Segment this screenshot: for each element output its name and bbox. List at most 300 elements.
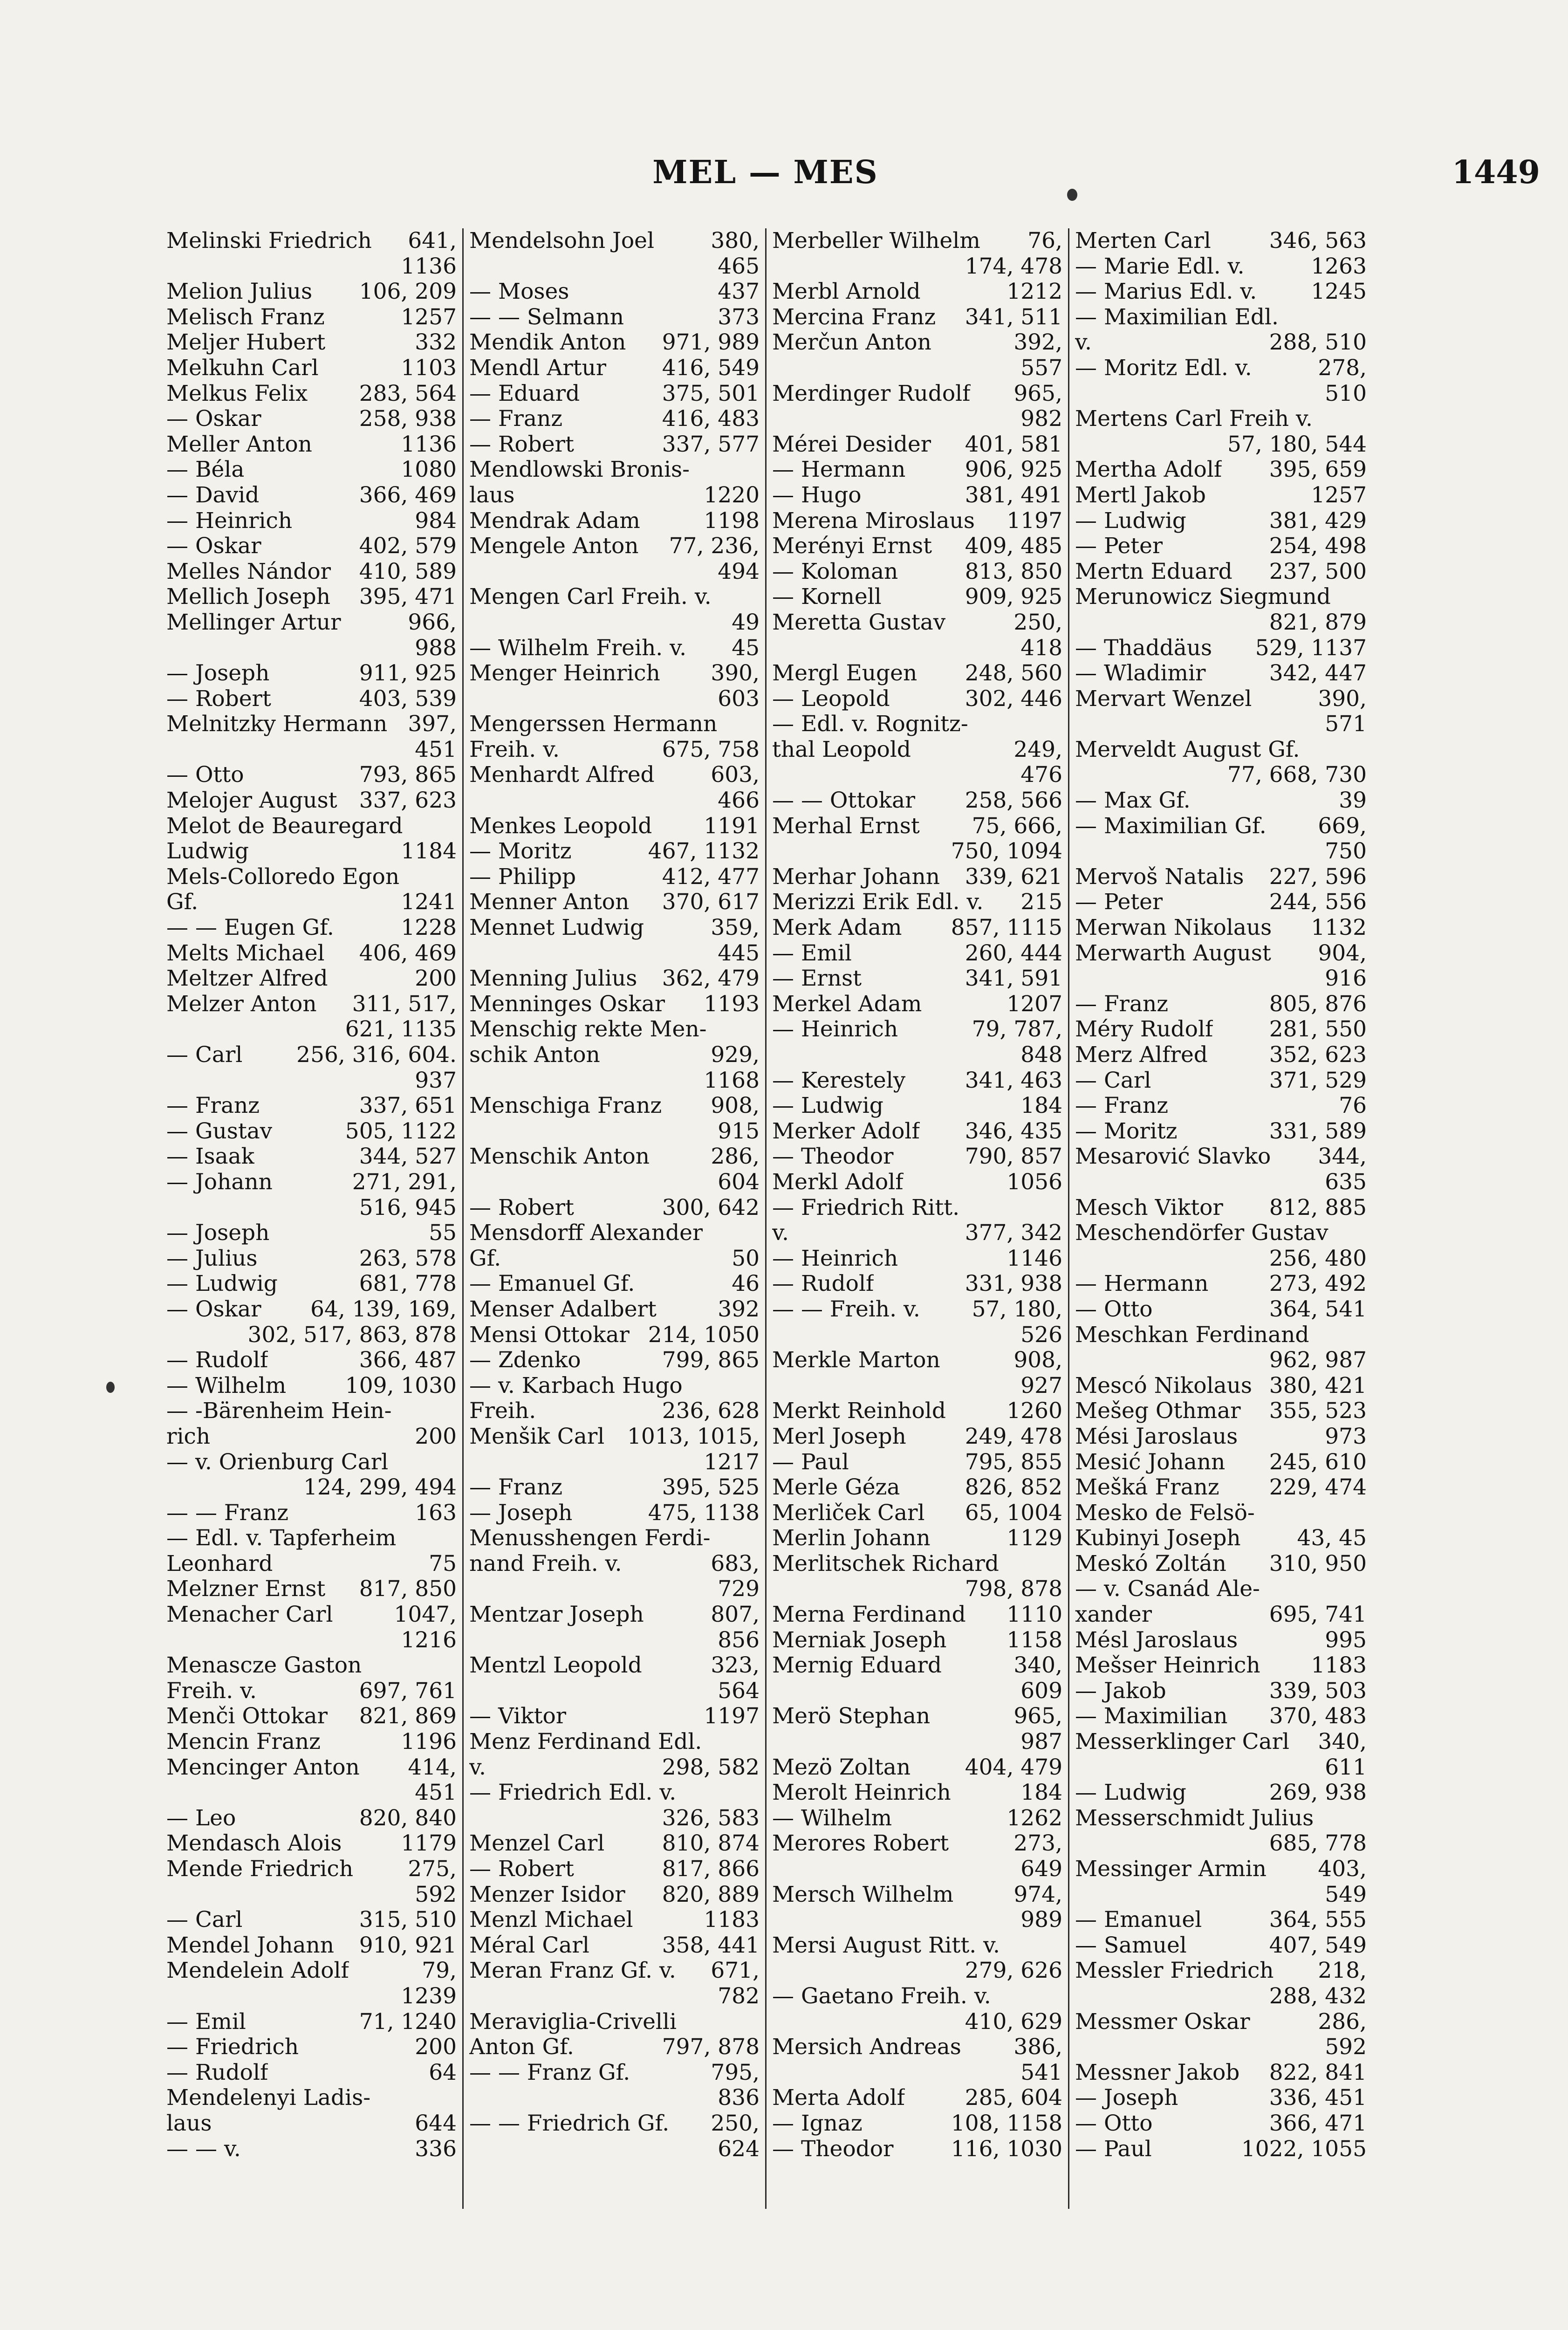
entry-name: — Wladimir — [1075, 661, 1206, 686]
index-entry — [772, 1119, 1062, 1144]
entry-name: Messler Friedrich — [1075, 1958, 1274, 1984]
entry-pages: 402, 579 — [359, 534, 457, 559]
index-entry — [1075, 1576, 1367, 1602]
entry-pages: 1013, 1015, — [627, 1424, 760, 1449]
index-entry — [469, 2009, 760, 2035]
entry-name: Gf. — [166, 890, 199, 915]
entry-pages: 77, 236, — [669, 534, 760, 559]
entry-name: Merniak Joseph — [772, 1627, 947, 1653]
entry-pages: 397, — [408, 712, 457, 737]
entry-name: — Jakob — [1075, 1678, 1166, 1704]
entry-pages: 750, 1094 — [951, 839, 1062, 864]
entry-pages: 571 — [1325, 712, 1367, 737]
entry-pages: 1197 — [704, 1704, 760, 1729]
entry-name: — Wilhelm — [166, 1373, 287, 1398]
entry-name: — Heinrich — [166, 508, 293, 534]
entry-pages: 526 — [1020, 1322, 1062, 1348]
entry-name: — Gustav — [166, 1118, 273, 1144]
index-entry — [772, 254, 1062, 280]
entry-name: — Peter — [1075, 890, 1163, 915]
index-entry — [469, 1857, 760, 1882]
entry-pages: 332 — [415, 330, 457, 356]
page-number: 1449 — [1452, 154, 1540, 191]
entry-name: Mersch Wilhelm — [772, 1882, 954, 1907]
index-entry — [1075, 1984, 1367, 2009]
index-entry — [1075, 1551, 1367, 1577]
entry-pages: 106, 209 — [359, 279, 457, 305]
entry-name: — Carl — [1075, 1068, 1151, 1093]
index-entry — [469, 2035, 760, 2060]
index-entry — [469, 1958, 760, 1984]
index-entry — [166, 1246, 457, 1272]
entry-name: Mellinger Artur — [166, 610, 341, 635]
index-entry — [469, 992, 760, 1017]
entry-name: Merlin Johann — [772, 1526, 931, 1551]
entry-pages: 621, 1135 — [345, 1017, 457, 1042]
entry-pages: 214, 1050 — [648, 1322, 760, 1348]
index-entry — [166, 1933, 457, 1959]
entry-pages: 1110 — [1007, 1602, 1062, 1628]
entry-pages: 1183 — [704, 1907, 760, 1933]
entry-pages: 249, — [1013, 737, 1062, 762]
index-entry — [166, 1882, 457, 1908]
index-entry — [469, 1882, 760, 1908]
index-entry — [166, 1323, 457, 1348]
index-entry — [772, 1984, 1062, 2009]
entry-name: Mendelsohn Joel — [469, 228, 655, 254]
index-entry — [772, 1068, 1062, 1094]
entry-pages: 341, 591 — [965, 966, 1062, 992]
index-column-1 — [161, 228, 464, 2209]
index-entry — [1075, 1831, 1367, 1857]
entry-pages: 200 — [415, 1424, 457, 1449]
index-entry — [1075, 1424, 1367, 1450]
entry-pages: 856 — [718, 1627, 760, 1653]
entry-name: Mendl Artur — [469, 355, 607, 381]
entry-pages: 649 — [1020, 1857, 1062, 1882]
index-entry — [1075, 1271, 1367, 1297]
index-entry — [772, 2111, 1062, 2137]
index-entry — [166, 508, 457, 534]
entry-name: — Friedrich — [166, 2035, 299, 2060]
index-entry — [166, 941, 457, 966]
entry-pages: 364, 555 — [1269, 1907, 1367, 1933]
entry-pages: 995 — [1325, 1627, 1367, 1653]
index-entry — [469, 839, 760, 864]
index-entry — [772, 839, 1062, 864]
entry-pages: 592 — [415, 1882, 457, 1907]
index-entry — [1075, 1907, 1367, 1933]
index-entry — [469, 1602, 760, 1628]
page-header — [158, 154, 1540, 210]
index-entry — [469, 1806, 760, 1831]
entry-name: — Robert — [469, 1195, 574, 1220]
entry-name: — Hermann — [772, 457, 906, 483]
index-entry — [772, 508, 1062, 534]
index-entry — [772, 762, 1062, 788]
index-entry — [166, 966, 457, 992]
entry-pages: 1212 — [1007, 279, 1062, 305]
entry-pages: 1241 — [401, 890, 457, 915]
entry-pages: 466 — [718, 788, 760, 814]
entry-name: Ludwig — [166, 839, 249, 864]
entry-pages: 286, — [1318, 2009, 1367, 2035]
entry-pages: 375, 501 — [662, 381, 760, 406]
index-entry — [1075, 1398, 1367, 1424]
entry-pages: 269, 938 — [1269, 1780, 1367, 1806]
entry-name: — Leopold — [772, 686, 890, 712]
entry-pages: 256, 480 — [1269, 1246, 1367, 1271]
entry-name: — Emanuel — [1075, 1907, 1202, 1933]
entry-name: — Otto — [1075, 1296, 1153, 1322]
index-entry — [166, 406, 457, 432]
entry-name: — Robert — [166, 686, 271, 712]
index-entry — [469, 1628, 760, 1653]
entry-name: Menz Ferdinand Edl. — [469, 1729, 702, 1755]
entry-pages: 57, 180, — [972, 1296, 1062, 1322]
index-entry — [1075, 1348, 1367, 1373]
page-title: MEL — MES — [652, 154, 878, 191]
entry-pages: 910, 921 — [359, 1933, 457, 1958]
index-entry — [772, 1653, 1062, 1679]
index-entry — [469, 1170, 760, 1195]
index-entry — [1075, 356, 1367, 381]
entry-pages: 410, 589 — [359, 559, 457, 584]
index-entry — [1075, 279, 1367, 305]
index-entry — [469, 1526, 760, 1551]
entry-name: — — Ottokar — [772, 788, 916, 814]
entry-pages: 218, — [1318, 1958, 1367, 1984]
entry-pages: 256, 316, 604. — [296, 1042, 457, 1068]
index-entry — [772, 1348, 1062, 1373]
entry-pages: 358, 441 — [662, 1933, 760, 1958]
index-entry — [1075, 1958, 1367, 1984]
index-entry — [469, 1017, 760, 1042]
entry-pages: 75 — [429, 1551, 457, 1576]
entry-pages: 184 — [1020, 1093, 1062, 1119]
entry-pages: 124, 299, 494 — [303, 1475, 457, 1501]
index-entry — [469, 1093, 760, 1119]
entry-pages: 407, 549 — [1269, 1933, 1367, 1958]
index-entry — [166, 1526, 457, 1551]
entry-pages: 163 — [415, 1500, 457, 1526]
entry-name: — Emil — [166, 2009, 246, 2035]
entry-name: Mervart Wenzel — [1075, 686, 1252, 712]
entry-name: — — Friedrich Gf. — [469, 2111, 670, 2136]
index-entry — [469, 2085, 760, 2111]
entry-pages: 1168 — [704, 1068, 760, 1093]
entry-pages: 624 — [718, 2136, 760, 2162]
entry-name: Meljer Hubert — [166, 330, 326, 356]
entry-pages: 697, 761 — [359, 1678, 457, 1704]
index-entry — [1075, 1501, 1367, 1526]
index-entry — [772, 1271, 1062, 1297]
entry-pages: 315, 510 — [359, 1907, 457, 1933]
entry-pages: 821, 869 — [359, 1704, 457, 1729]
index-entry — [1075, 1246, 1367, 1272]
entry-pages: 681, 778 — [359, 1271, 457, 1297]
entry-name: Mertha Adolf — [1075, 457, 1222, 483]
index-entry — [772, 1475, 1062, 1501]
index-entry — [1075, 1042, 1367, 1068]
entry-name: — Paul — [772, 1449, 849, 1475]
entry-pages: 915 — [718, 1118, 760, 1144]
index-entry — [166, 1348, 457, 1373]
entry-name: Merolt Heinrich — [772, 1780, 951, 1806]
entry-name: Mendasch Alois — [166, 1831, 342, 1857]
entry-name: Meretta Gustav — [772, 610, 946, 635]
index-entry — [772, 305, 1062, 330]
entry-pages: 281, 550 — [1269, 1017, 1367, 1042]
entry-name: — Marie Edl. v. — [1075, 254, 1245, 279]
entry-name: — Max Gf. — [1075, 788, 1191, 814]
entry-pages: 857, 1115 — [951, 915, 1062, 941]
entry-pages: 604 — [718, 1169, 760, 1195]
index-entry — [166, 992, 457, 1017]
entry-name: Merker Adolf — [772, 1118, 920, 1144]
entry-pages: 263, 578 — [359, 1246, 457, 1271]
entry-pages: 1198 — [704, 508, 760, 534]
entry-name: — Emil — [772, 940, 852, 966]
entry-name: — Oskar — [166, 1296, 261, 1322]
index-entry — [772, 686, 1062, 712]
entry-name: Melojer August — [166, 788, 337, 814]
entry-pages: 1220 — [704, 482, 760, 508]
entry-name: — v. Csanád Ale- — [1075, 1576, 1260, 1602]
index-entry — [469, 1297, 760, 1323]
index-entry — [772, 2085, 1062, 2111]
index-entry — [772, 1780, 1062, 1806]
index-entry — [469, 483, 760, 508]
index-entry — [1075, 1628, 1367, 1653]
index-entry — [772, 864, 1062, 890]
entry-name: — Robert — [469, 432, 574, 457]
entry-pages: 337, 651 — [359, 1093, 457, 1119]
entry-name: — — Franz — [166, 1500, 289, 1526]
entry-pages: 249, 478 — [965, 1424, 1062, 1449]
entry-name: — Edl. v. Tapferheim — [166, 1526, 397, 1551]
entry-name: — Maximilian Edl. — [1075, 304, 1279, 330]
index-entry — [1075, 1323, 1367, 1348]
index-entry — [772, 992, 1062, 1017]
entry-pages: 64 — [429, 2060, 457, 2085]
entry-name: — Peter — [1075, 534, 1163, 559]
index-entry — [469, 432, 760, 458]
entry-pages: 564 — [718, 1678, 760, 1704]
index-entry — [1075, 1780, 1367, 1806]
entry-name: rich — [166, 1424, 211, 1449]
entry-pages: 793, 865 — [359, 762, 457, 788]
index-entry — [166, 1170, 457, 1195]
entry-pages: 821, 879 — [1269, 610, 1367, 635]
entry-pages: 39 — [1339, 788, 1367, 814]
index-entry — [1075, 1755, 1367, 1781]
index-entry — [469, 762, 760, 788]
index-entry — [772, 1958, 1062, 1984]
entry-name: — Rudolf — [166, 2060, 268, 2085]
index-entry — [772, 1424, 1062, 1450]
index-entry — [469, 305, 760, 330]
entry-pages: 57, 180, 544 — [1227, 432, 1367, 457]
entry-name: Melnitzky Hermann — [166, 712, 388, 737]
entry-name: Mernig Eduard — [772, 1653, 942, 1679]
entry-name: Mésl Jaroslaus — [1075, 1627, 1238, 1653]
entry-pages: 1183 — [1311, 1653, 1367, 1679]
entry-name: Mešeg Othmar — [1075, 1398, 1241, 1424]
entry-name: Messerklinger Carl — [1075, 1729, 1290, 1755]
entry-name: — Franz — [166, 1093, 260, 1119]
entry-pages: 410, 629 — [965, 2009, 1062, 2035]
entry-pages: 392, — [1013, 330, 1062, 356]
index-entry — [772, 1628, 1062, 1653]
entry-name: — Maximilian — [1075, 1704, 1228, 1729]
entry-name: — Kornell — [772, 584, 882, 610]
entry-name: Mertens Carl Freih v. — [1075, 406, 1313, 432]
index-entry — [772, 1398, 1062, 1424]
entry-pages: 245, 610 — [1269, 1449, 1367, 1475]
entry-name: — Moritz — [469, 839, 572, 864]
index-entry — [1075, 254, 1367, 280]
entry-pages: 826, 852 — [965, 1475, 1062, 1501]
entry-pages: 916 — [1325, 966, 1367, 992]
entry-name: v. — [469, 1754, 486, 1780]
index-entry — [772, 610, 1062, 636]
entry-pages: 1136 — [401, 254, 457, 279]
index-entry — [772, 1755, 1062, 1781]
index-entry — [772, 1017, 1062, 1042]
index-entry — [1075, 483, 1367, 508]
entry-pages: 1257 — [401, 304, 457, 330]
index-entry — [469, 1144, 760, 1170]
index-entry — [772, 636, 1062, 661]
entry-name: Melion Julius — [166, 279, 313, 305]
entry-pages: 929, — [711, 1042, 760, 1068]
entry-name: Meskó Zoltán — [1075, 1551, 1226, 1576]
entry-pages: 1132 — [1311, 915, 1367, 941]
index-entry — [166, 330, 457, 356]
entry-name: Mercina Franz — [772, 304, 936, 330]
entry-pages: 675, 758 — [662, 737, 760, 762]
entry-name: — Franz — [469, 406, 563, 432]
entry-name: — Joseph — [469, 1500, 573, 1526]
entry-name: Merten Carl — [1075, 228, 1211, 254]
entry-pages: 1191 — [704, 813, 760, 839]
index-entry — [469, 559, 760, 585]
entry-pages: 836 — [718, 2085, 760, 2111]
index-entry — [166, 1501, 457, 1526]
index-entry — [772, 457, 1062, 483]
index-entry — [772, 534, 1062, 559]
index-entry — [1075, 1170, 1367, 1195]
index-entry — [469, 636, 760, 661]
entry-name: Mersich Andreas — [772, 2035, 961, 2060]
index-entry — [1075, 1475, 1367, 1501]
entry-name: Mensi Ottokar — [469, 1322, 630, 1348]
entry-name: Messinger Armin — [1075, 1857, 1267, 1882]
entry-name: Menascze Gaston — [166, 1653, 362, 1679]
entry-name: v. — [772, 1220, 789, 1246]
entry-pages: 371, 529 — [1269, 1068, 1367, 1093]
entry-pages: 1146 — [1007, 1246, 1062, 1271]
index-entry — [166, 457, 457, 483]
entry-name: — Ernst — [772, 966, 862, 992]
entry-pages: 288, 510 — [1269, 330, 1367, 356]
entry-pages: 286, — [711, 1144, 760, 1170]
entry-name: — Paul — [1075, 2136, 1152, 2162]
index-entry — [166, 1297, 457, 1323]
index-entry — [166, 814, 457, 839]
entry-name: Messner Jakob — [1075, 2060, 1240, 2085]
index-entry — [1075, 636, 1367, 661]
index-entry — [166, 1958, 457, 1984]
entry-name: — Heinrich — [772, 1017, 898, 1042]
index-entry — [166, 584, 457, 610]
entry-name: — Friedrich Ritt. — [772, 1195, 960, 1220]
entry-name: Menger Heinrich — [469, 661, 660, 686]
index-entry — [1075, 1933, 1367, 1959]
index-entry — [469, 1424, 760, 1450]
index-entry — [1075, 1017, 1367, 1042]
entry-pages: 341, 511 — [965, 304, 1062, 330]
entry-name: — Julius — [166, 1246, 258, 1271]
entry-name: — — Franz Gf. — [469, 2060, 630, 2085]
entry-pages: 603, — [711, 762, 760, 788]
entry-pages: 644 — [415, 2111, 457, 2136]
index-entry — [469, 279, 760, 305]
entry-name: Kubinyi Joseph — [1075, 1526, 1241, 1551]
entry-name: Mesić Johann — [1075, 1449, 1226, 1475]
index-entry — [1075, 1297, 1367, 1323]
index-columns — [161, 228, 1372, 2209]
index-entry — [469, 661, 760, 686]
index-entry — [166, 1806, 457, 1831]
entry-name: Menusshengen Ferdi- — [469, 1526, 711, 1551]
entry-pages: 1179 — [401, 1831, 457, 1857]
entry-name: Merunowicz Siegmund — [1075, 584, 1331, 610]
entry-pages: 1022, 1055 — [1241, 2136, 1367, 2162]
index-entry — [1075, 508, 1367, 534]
index-entry — [469, 406, 760, 432]
index-entry — [1075, 1806, 1367, 1831]
entry-pages: 541 — [1020, 2060, 1062, 2085]
entry-name: — Carl — [166, 1907, 243, 1933]
entry-name: Mendelein Adolf — [166, 1958, 349, 1984]
entry-pages: 331, 938 — [965, 1271, 1062, 1297]
entry-pages: 1193 — [704, 991, 760, 1017]
entry-pages: 1228 — [401, 915, 457, 941]
index-entry — [772, 1831, 1062, 1857]
index-entry — [772, 584, 1062, 610]
index-entry — [166, 1780, 457, 1806]
index-entry — [166, 1729, 457, 1755]
entry-pages: 50 — [732, 1246, 760, 1271]
entry-name: Merle Géza — [772, 1475, 900, 1501]
index-entry — [1075, 1068, 1367, 1094]
entry-name: Melts Michael — [166, 940, 325, 966]
entry-name: Mertn Eduard — [1075, 559, 1232, 584]
index-entry — [166, 1576, 457, 1602]
entry-pages: 987 — [1020, 1729, 1062, 1755]
index-entry — [469, 457, 760, 483]
index-entry — [166, 890, 457, 915]
index-entry — [469, 737, 760, 763]
index-entry — [1075, 330, 1367, 356]
entry-name: — Franz — [1075, 991, 1169, 1017]
entry-pages: 370, 483 — [1269, 1704, 1367, 1729]
index-entry — [772, 1246, 1062, 1272]
entry-name: Mendelenyi Ladis- — [166, 2085, 371, 2111]
entry-name: Menči Ottokar — [166, 1704, 328, 1729]
